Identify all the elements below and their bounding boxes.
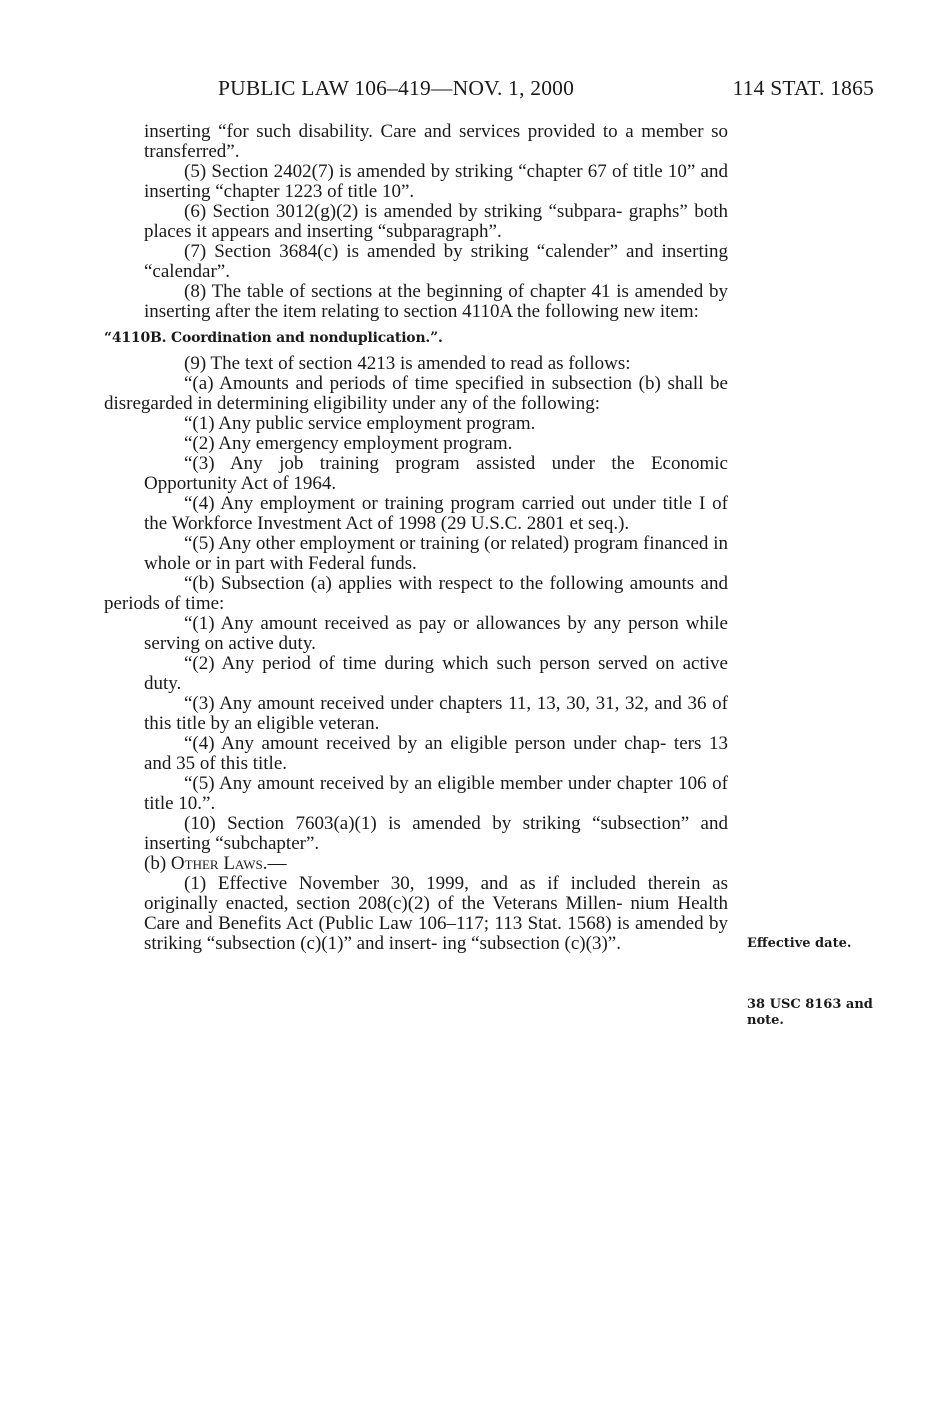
running-header xyxy=(0,70,944,104)
paragraph-9: (9) The text of section 4213 is amended to read as follows: xyxy=(184,353,631,374)
subsection-b-3: “(3) Any amount received under chapters 11, 13, 30, 31, 32, and 36 of this title by an eligible veteran. xyxy=(144,693,728,734)
subsection-a: “(a) Amounts and periods of time specified in subsection (b) shall be disregarded in determining eligibility under any of the following: xyxy=(104,373,728,414)
subsection-a-5: “(5) Any other employment or training (or related) program financed in whole or in part with Federal funds. xyxy=(144,533,728,574)
subsection-a-2: “(2) Any emergency employment program. xyxy=(184,433,513,454)
subsection-b-other-laws xyxy=(104,854,728,874)
subsection-b-1: “(1) Any amount received as pay or allowances by any person while serving on active duty. xyxy=(144,613,728,654)
page-body xyxy=(104,122,728,954)
subsection-b-5: “(5) Any amount received by an eligible member under chapter 106 of title 10.”. xyxy=(144,773,728,814)
paragraph-8: (8) The table of sections at the beginning of chapter 41 is amended by inserting after the item relating to section 4110A the following new item: xyxy=(144,281,728,322)
other-laws-paragraph-1: (1) Effective November 30, 1999, and as if included therein as originally enacted, section 208(c)(2) of the Veterans Millen- nium Health Care and Benefits Act (Public Law 106–117; 113 Stat. 1568) is amended by striking “subsection (c)(1)” and insert- ing “subsection (c)(3)”. xyxy=(144,873,728,954)
other-laws-prefix: (b) xyxy=(144,853,171,874)
table-of-sections-item: “4110B. Coordination and nonduplication.”. xyxy=(104,330,443,346)
subsection-a-4: “(4) Any employment or training program carried out under title I of the Workforce Investment Act of 1998 (29 U.S.C. 2801 et seq.). xyxy=(144,493,728,534)
subsection-b: “(b) Subsection (a) applies with respect to the following amounts and periods of time: xyxy=(104,573,728,614)
subsection-a-3: “(3) Any job training program assisted under the Economic Opportunity Act of 1964. xyxy=(144,453,728,494)
paragraph-10: (10) Section 7603(a)(1) is amended by striking “subsection” and inserting “subchapter”. xyxy=(144,813,728,854)
margin-note-effective-date: Effective date. xyxy=(747,936,852,951)
other-laws-heading: Other Laws xyxy=(170,853,263,874)
other-laws-suffix: .— xyxy=(262,853,287,874)
subsection-b-2: “(2) Any period of time during which such person served on active duty. xyxy=(144,653,728,694)
paragraph-5: (5) Section 2402(7) is amended by striking “chapter 67 of title 10” and inserting “chapter 1223 of title 10”. xyxy=(144,161,728,202)
paragraph-continuation: inserting “for such disability. Care and services provided to a member so transferred”. xyxy=(144,121,728,162)
header-title: PUBLIC LAW 106–419—NOV. 1, 2000 xyxy=(218,76,575,100)
subsection-b-4: “(4) Any amount received by an eligible person under chap- ters 13 and 35 of this title. xyxy=(144,733,728,774)
margin-note-usc-citation: 38 USC 8163 and note. xyxy=(747,997,873,1028)
subsection-a-1: “(1) Any public service employment program. xyxy=(184,413,536,434)
header-stat-page: 114 STAT. 1865 xyxy=(732,76,874,100)
paragraph-6: (6) Section 3012(g)(2) is amended by striking “subpara- graphs” both places it appears and inserting “subparagraph”. xyxy=(144,201,728,242)
paragraph-7: (7) Section 3684(c) is amended by striking “calender” and inserting “calendar”. xyxy=(144,241,728,282)
